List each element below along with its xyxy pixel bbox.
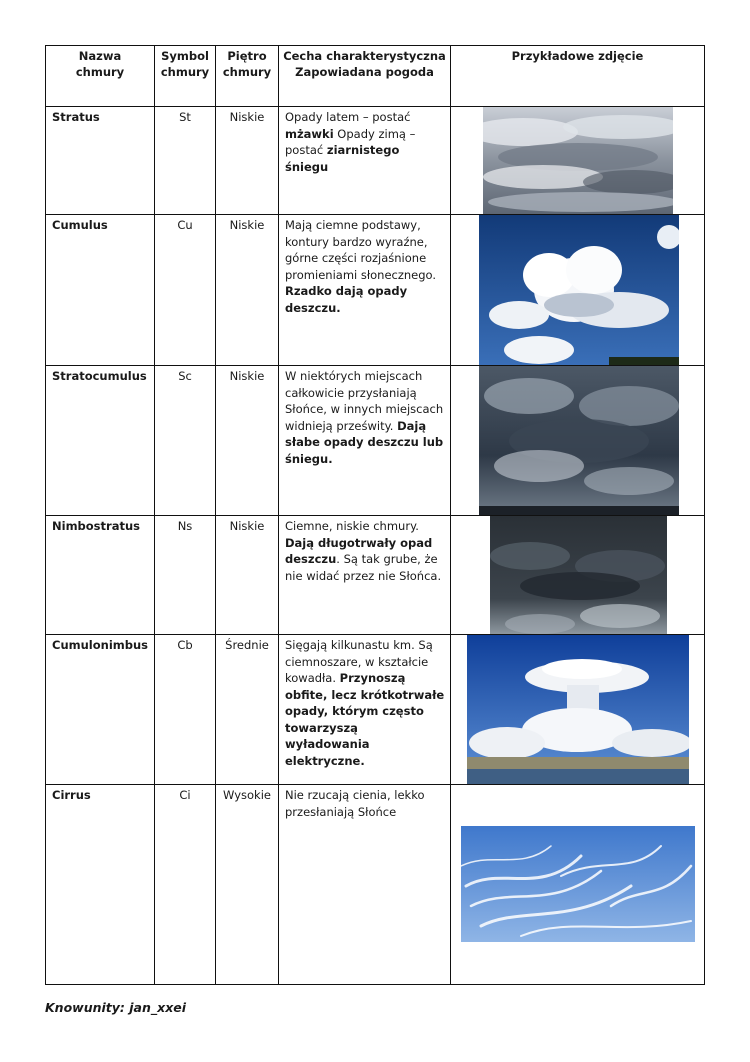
header-row (46, 46, 705, 107)
cloud-description (279, 516, 451, 635)
cloud-symbol: St (155, 107, 216, 215)
stratus-photo (483, 107, 673, 214)
description-segment: Opady latem – postać (285, 110, 411, 124)
header-symbol: Symbol chmury (155, 46, 216, 107)
cloud-symbol: Ci (155, 785, 216, 985)
header-feature: Cecha charakterystyczna Zapowiadana pogoda (279, 46, 451, 107)
cloud-symbol: Ns (155, 516, 216, 635)
description-segment: Sięgają kilkunastu km. Są ciemnoszare, w kształcie kowadła. (285, 638, 433, 685)
cumulonimbus-photo (467, 635, 689, 784)
description-segment: Opady zimą – postać (285, 126, 416, 157)
photo-cell (451, 635, 705, 785)
cloud-level: Średnie (216, 635, 279, 785)
description-segment: . Są tak grube, że nie widać przez nie Słońca. (285, 552, 442, 583)
header-level: Piętro chmury (216, 46, 279, 107)
cloud-name: Stratus (46, 107, 155, 215)
cloud-name: Nimbostratus (46, 516, 155, 635)
cloud-level: Niskie (216, 215, 279, 366)
photo-cell (451, 785, 705, 985)
cloud-symbol: Sc (155, 366, 216, 516)
cloud-description (279, 635, 451, 785)
stratocumulus-photo (479, 366, 679, 515)
description-segment: ziarnistego śniegu (285, 143, 400, 174)
table-row (46, 516, 705, 635)
cloud-name: Cumulus (46, 215, 155, 366)
cloud-name: Cirrus (46, 785, 155, 985)
photo-cell (451, 215, 705, 366)
photo-cell (451, 516, 705, 635)
description-segment: Dają długotrwały opad deszczu (285, 535, 433, 566)
cloud-level: Niskie (216, 366, 279, 516)
header-photo: Przykładowe zdjęcie (451, 46, 705, 107)
cloud-level: Niskie (216, 516, 279, 635)
footer-credit: Knowunity: jan_xxei (45, 1000, 187, 1015)
description-segment: mżawki (285, 126, 334, 141)
description-segment: Dają słabe opady deszczu lub śniegu. (285, 418, 444, 466)
description-segment: Rzadko dają opady deszczu. (285, 284, 408, 315)
description-segment: Ciemne, niskie chmury. (285, 519, 419, 533)
table-row (46, 215, 705, 366)
header-name: Nazwa chmury (46, 46, 155, 107)
cumulus-photo (479, 215, 679, 365)
table-row (46, 107, 705, 215)
cloud-description (279, 785, 451, 985)
cloud-symbol: Cu (155, 215, 216, 366)
photo-cell (451, 107, 705, 215)
nimbostratus-photo (490, 516, 667, 634)
photo-cell (451, 366, 705, 516)
cloud-level: Wysokie (216, 785, 279, 985)
cloud-description (279, 366, 451, 516)
cloud-description (279, 107, 451, 215)
table-row (46, 635, 705, 785)
cloud-symbol: Cb (155, 635, 216, 785)
description-segment: Nie rzucają cienia, lekko przesłaniają Słońce (285, 788, 425, 819)
table-row (46, 785, 705, 985)
cirrus-photo (461, 826, 695, 942)
clouds-table (45, 45, 705, 985)
cloud-name: Stratocumulus (46, 366, 155, 516)
table-row (46, 366, 705, 516)
description-segment: Mają ciemne podstawy, kontury bardzo wyraźne, górne części rozjaśnione promieniami słonecznego. (285, 218, 437, 282)
cloud-level: Niskie (216, 107, 279, 215)
cloud-description (279, 215, 451, 366)
description-segment: Przynoszą obfite, lecz krótkotrwałe opady, którym często towarzyszą wyładowania elektryczne. (285, 671, 445, 768)
cloud-name: Cumulonimbus (46, 635, 155, 785)
description-segment: W niektórych miejscach całkowicie przysłaniają Słońce, w innych miejscach widnieją prześwity. (285, 369, 444, 433)
